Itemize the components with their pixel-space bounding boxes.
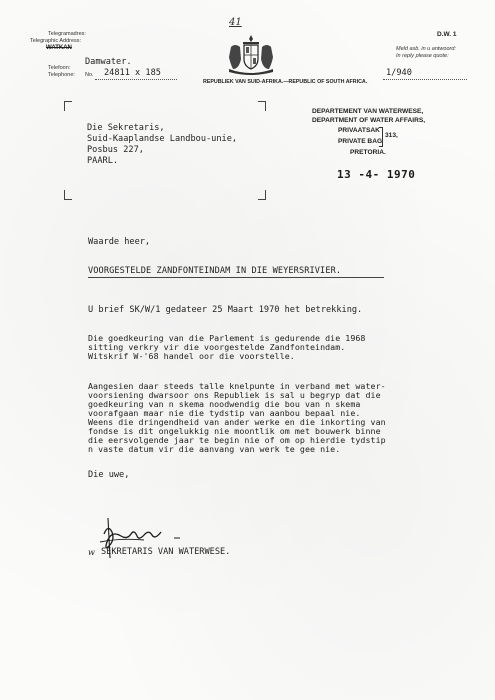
window-corner-top-right [258, 101, 266, 111]
telegraphic-address-value: Damwater. [85, 57, 132, 67]
private-bag-en: PRIVATE BAG [338, 138, 383, 145]
signatory-title: SEKRETARIS VAN WATERWESE. [101, 547, 231, 557]
paragraph-2-line-7: die eersvolgende jaar te begin nie of om op hierdie tydstip [88, 435, 386, 445]
coat-of-arms-icon [223, 33, 279, 75]
paragraph-1-line-3: Witskrif W-'68 handel oor die voorstelle. [88, 351, 295, 361]
form-code: D.W. 1 [437, 31, 457, 38]
republic-caption: REPUBLIEK VAN SUID-AFRIKA.—REPUBLIC OF SOUTH AFRICA. [203, 79, 368, 85]
window-corner-top-left [64, 101, 72, 111]
telephone-label-en: Telephone: [48, 72, 75, 78]
private-bag-af: PRIVAATSAK [338, 127, 380, 134]
paragraph-2-line-2: voorsiening dwarsoor ons Republiek is sal u begryp dat die [88, 390, 381, 400]
recipient-line-4: PAARL. [87, 156, 119, 166]
reference-line: U brief SK/W/1 gedateer 25 Maart 1970 het betrekking. [88, 305, 363, 315]
reply-quote-en: In reply please quote: [396, 53, 449, 59]
department-city: PRETORIA. [350, 149, 386, 156]
telephone-value: 24811 x 185 [104, 68, 161, 78]
paragraph-1-line-2: sitting verkry vir die voorgestelde Zandfonteindam. [88, 342, 346, 352]
closing: Die uwe, [88, 470, 130, 480]
handwritten-page-number: 41 [229, 17, 242, 28]
subject-underline [88, 277, 384, 278]
reference-dotted-line [383, 79, 467, 80]
telephone-no-label: No. [85, 72, 94, 78]
recipient-line-2: Suid-Kaaplandse Landbou-unie, [87, 134, 238, 144]
department-name-af: DEPARTEMENT VAN WATERWESE, [312, 108, 424, 115]
paragraph-2-line-3: goedkeuring van n skema noodwendig die bou van n skema [88, 399, 361, 409]
date-stamp: 13 -4- 1970 [337, 168, 416, 181]
telegraphic-label-af: Telegramadres: [48, 31, 86, 37]
paragraph-2-line-1: Aangesien daar steeds talle knelpunte in verband met water- [88, 381, 386, 391]
reply-quote-af: Meld asb. in u antwoord: [396, 46, 456, 52]
reply-reference: 1/940 [386, 68, 412, 78]
salutation: Waarde heer, [88, 237, 151, 247]
telegraphic-struck-word: WATKAN [46, 45, 72, 51]
window-corner-bottom-left [64, 190, 72, 200]
telegraphic-label-en: Telegraphic Address: [30, 38, 82, 44]
private-bag-number: 313, [385, 132, 398, 139]
paragraph-2-line-6: fondse is dit ongelukkig nie moontlik om met bouwerk binne [88, 426, 381, 436]
paragraph-2-line-5: Weens die dringendheid van ander werke en die inkorting van [88, 417, 386, 427]
department-name-en: DEPARTMENT OF WATER AFFAIRS, [312, 117, 426, 124]
recipient-line-3: Posbus 227, [87, 145, 144, 155]
signatory-prefix: w [88, 548, 95, 557]
private-bag-bracket [379, 127, 383, 147]
subject-line: VOORGESTELDE ZANDFONTEINDAM IN DIE WEYERSRIVIER. [88, 266, 342, 276]
paragraph-2-line-8: n vaste datum vir die aanvang van werk te gee nie. [88, 444, 341, 454]
telephone-dotted-line [95, 79, 177, 80]
recipient-line-1: Die Sekretaris, [87, 123, 165, 133]
paragraph-1-line-1: Die goedkeuring van die Parlement is gedurende die 1968 [88, 333, 366, 343]
paragraph-2-line-4: voorafgaan maar nie die tydstip van aanbou bepaal nie. [88, 408, 361, 418]
window-corner-bottom-right [258, 190, 266, 200]
telephone-label-af: Telefoon: [48, 65, 71, 71]
